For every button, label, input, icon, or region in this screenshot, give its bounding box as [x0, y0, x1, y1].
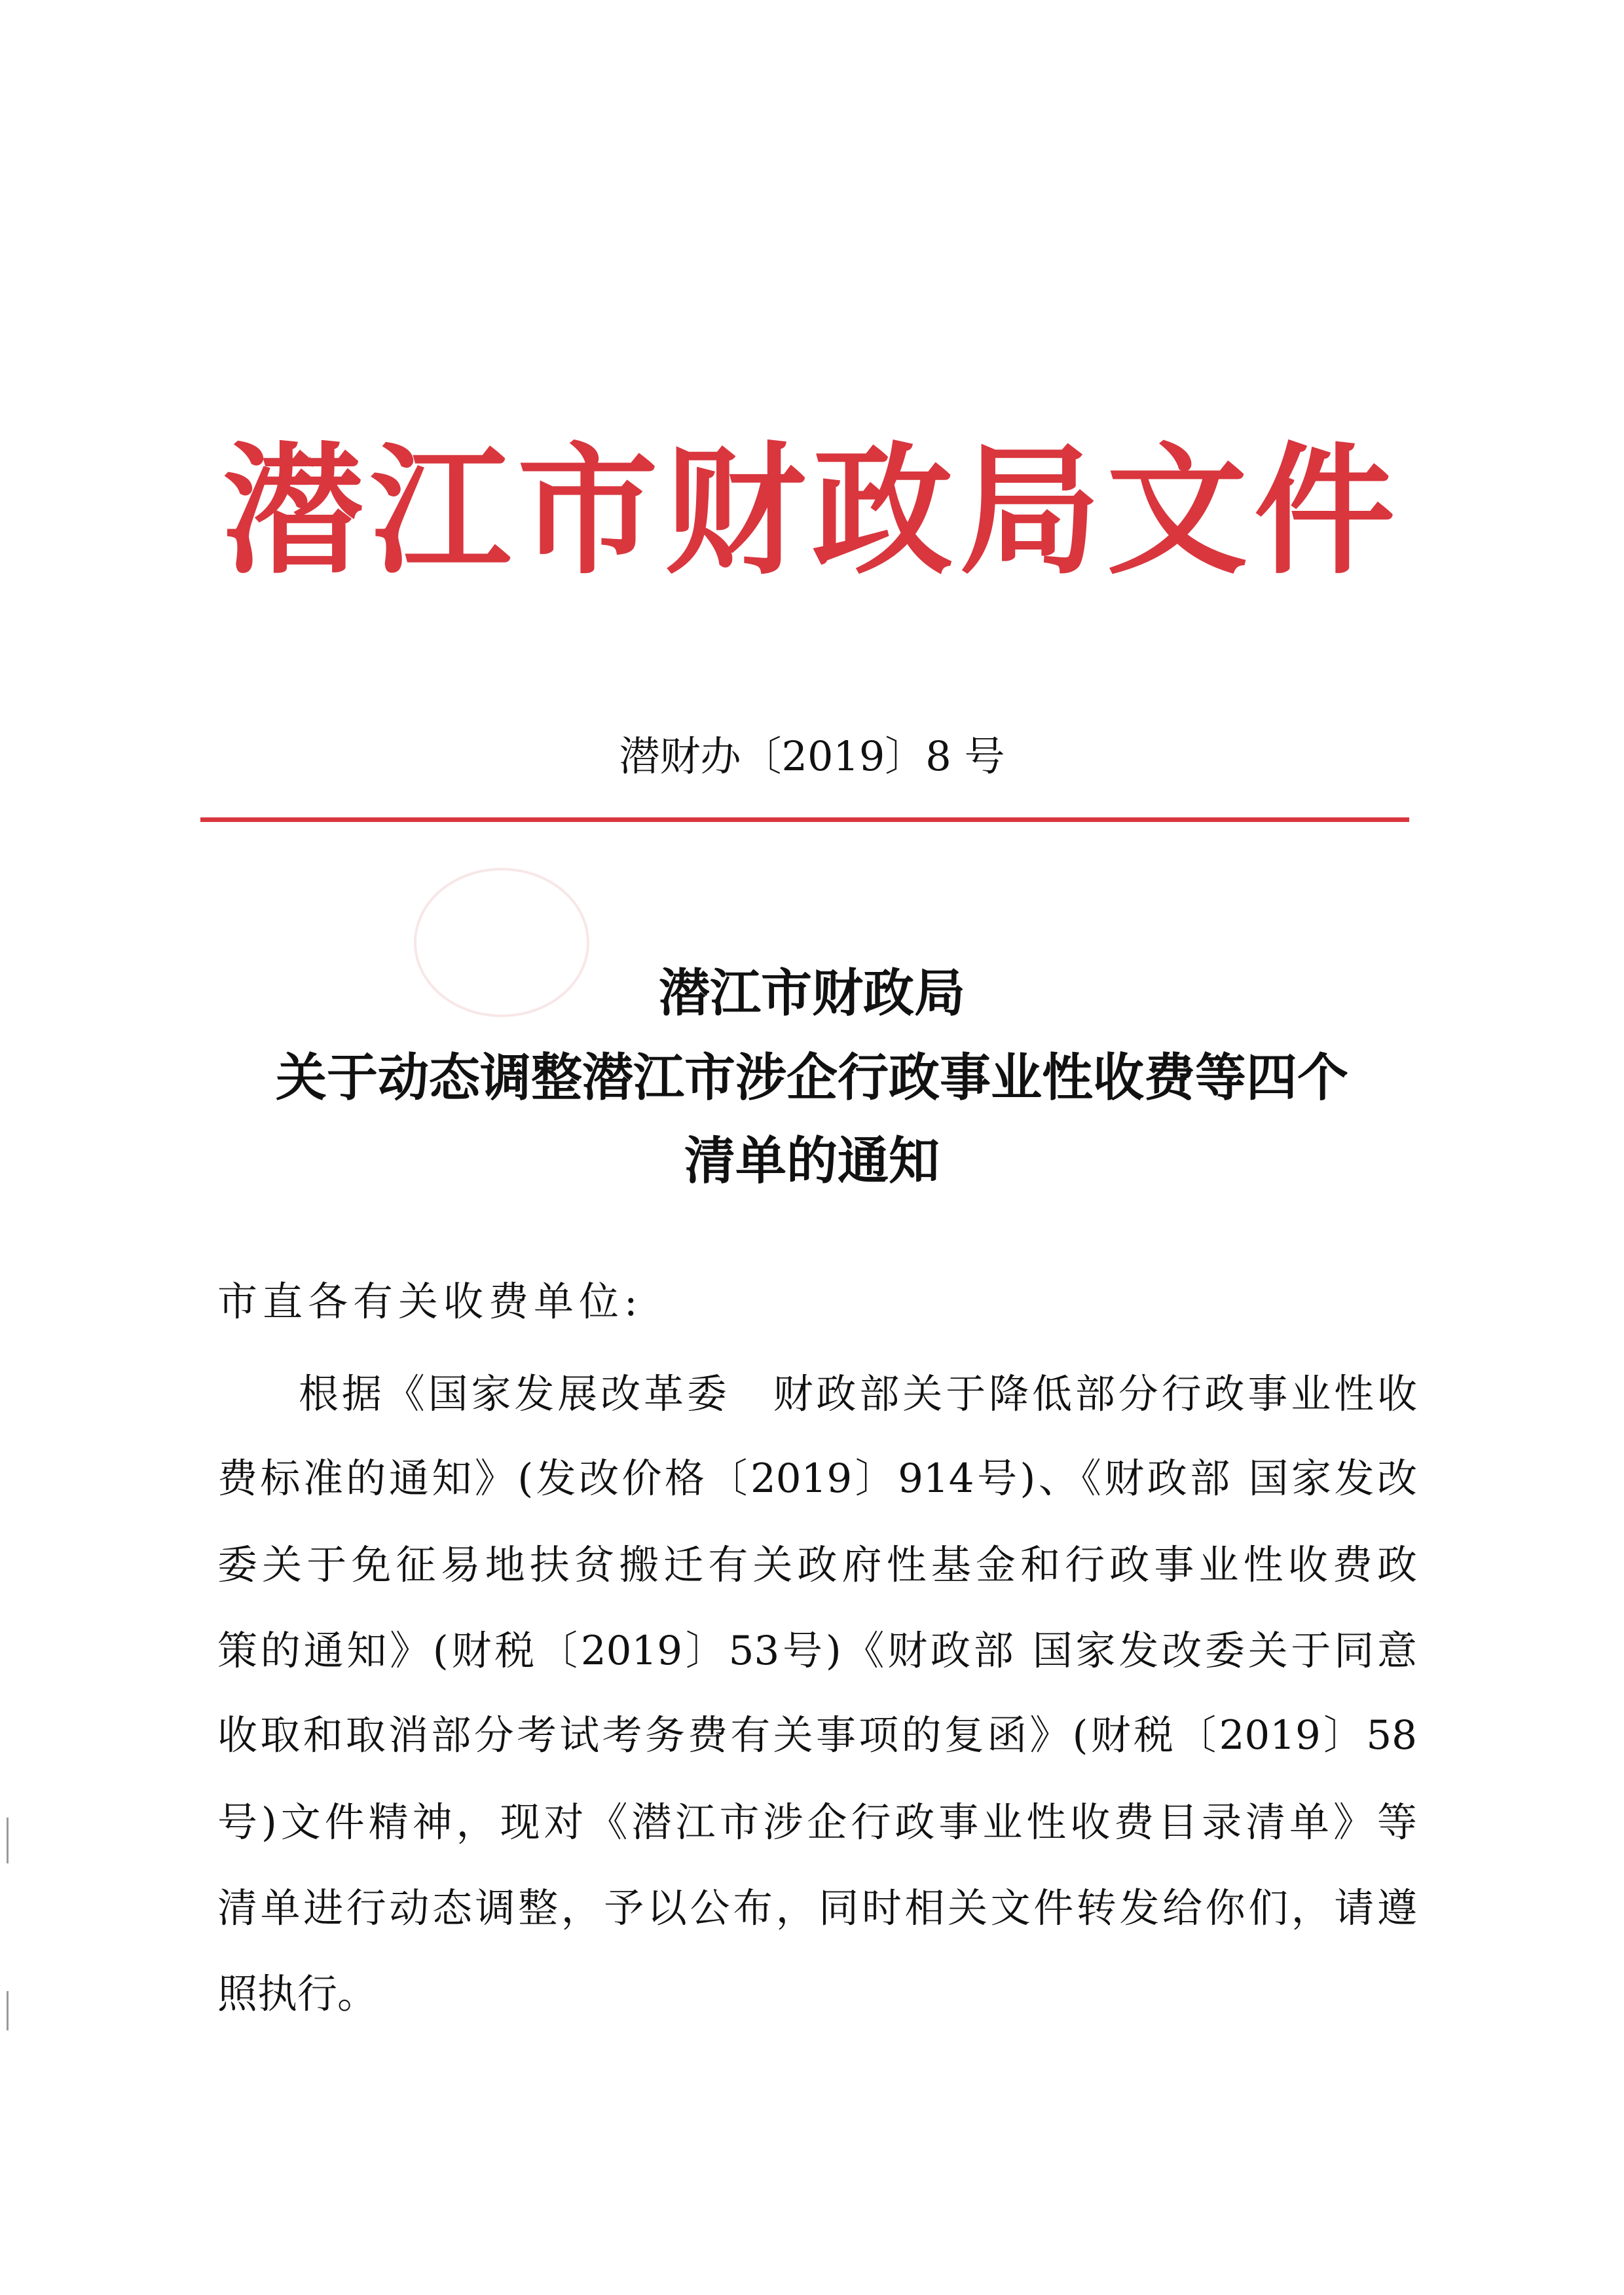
body-paragraph-line: 号)文件精神，现对《潜江市涉企行政事业性收费目录清单》等 — [217, 1799, 1417, 1846]
body-paragraph-line: 收取和取消部分考试考务费有关事项的复函》(财税〔2019〕58 — [217, 1712, 1417, 1759]
salutation: 市直各有关收费单位: — [217, 1278, 643, 1325]
red-divider-line — [200, 817, 1409, 822]
body-paragraph-line: 费标准的通知》(发改价格〔2019〕914号)、《财政部 国家发改 — [217, 1455, 1417, 1502]
body-paragraph-line: 委关于免征易地扶贫搬迁有关政府性基金和行政事业性收费政 — [217, 1542, 1417, 1588]
body-paragraph-line: 策的通知》(财税〔2019〕53号)《财政部 国家发改委关于同意 — [217, 1628, 1417, 1674]
scan-edge-mark — [7, 1818, 9, 1863]
subject-title-line-1: 潜江市财政局 — [658, 963, 965, 1023]
subject-title-line-3: 清单的通知 — [684, 1131, 940, 1191]
subject-title-line-2: 关于动态调整潜江市涉企行政事业性收费等四个 — [275, 1048, 1348, 1108]
scan-edge-mark — [7, 1991, 9, 2030]
body-paragraph-line: 清单进行动态调整，予以公布，同时相关文件转发给你们，请遵 — [217, 1885, 1417, 1931]
document-number: 潜财办〔2019〕8 号 — [619, 732, 1005, 780]
body-paragraph-line: 根据《国家发展改革委 财政部关于降低部分行政事业性收 — [299, 1371, 1417, 1417]
body-paragraph-line: 照执行。 — [217, 1971, 378, 2017]
document-header-title: 潜江市财政局文件 — [223, 428, 1401, 593]
